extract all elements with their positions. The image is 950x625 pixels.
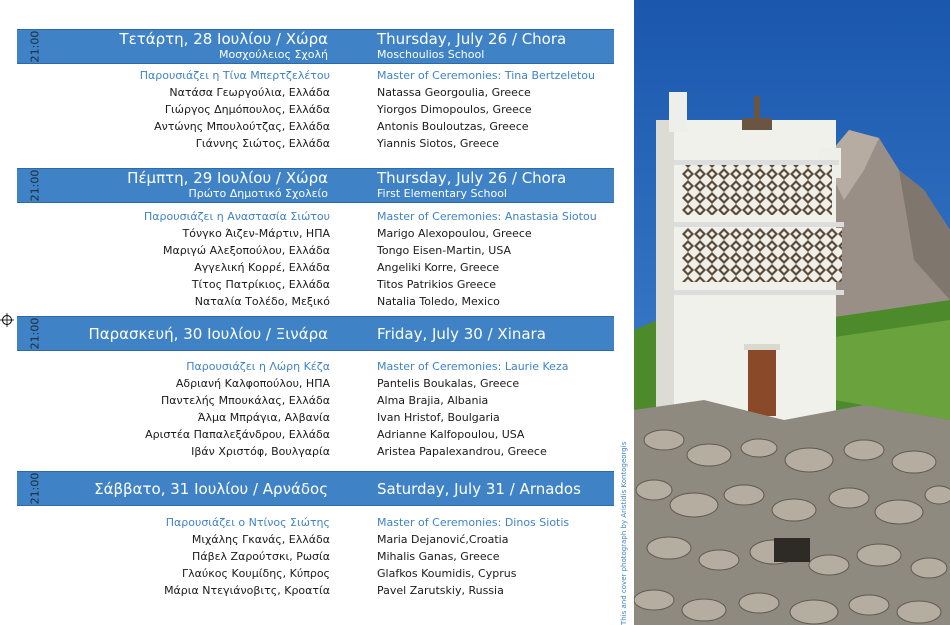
event-title-greek: Παρασκευή, 30 Ιουλίου / Ξινάρα <box>88 325 328 343</box>
poet: Αδριανή Καλφοπούλου, ΗΠΑ <box>175 377 330 390</box>
registration-mark-icon <box>0 313 14 327</box>
poet: Μάρια Ντεγιάνοβιτς, Κροατία <box>164 584 330 597</box>
dovecote-photo <box>634 0 950 625</box>
event-header-4 <box>17 471 614 506</box>
poet: Τίτος Πατρίκιος, Ελλάδα <box>191 278 330 291</box>
poet: Άλμα Μπράγια, Αλβανία <box>197 411 330 424</box>
poet: Ivan Hristof, Boulgaria <box>377 411 500 424</box>
event-title-english: Thursday, July 26 / Chora First Elementary School <box>377 169 567 200</box>
poet: Aristea Papalexandrou, Greece <box>377 445 547 458</box>
poet: Yiorgos Dimopoulos, Greece <box>377 103 532 116</box>
poet: Μιχάλης Γκανάς, Ελλάδα <box>191 533 330 546</box>
poet: Γλαύκος Κουμίδης, Κύπρος <box>182 567 330 580</box>
poet: Γιώργος Δημόπουλος, Ελλάδα <box>164 103 330 116</box>
poet: Γιάννης Σιώτος, Ελλάδα <box>195 137 330 150</box>
dovecote-illustration <box>634 0 950 625</box>
poet: Maria Dejanović,Croatia <box>377 533 509 546</box>
event-header-2 <box>17 168 614 203</box>
poets-greek-2 <box>144 208 330 310</box>
poet: Tongo Eisen-Martin, USA <box>377 244 512 257</box>
poet: Natassa Georgoulia, Greece <box>377 86 531 99</box>
poet: Angeliki Korre, Greece <box>377 261 500 274</box>
poets-greek-3 <box>145 358 330 460</box>
photo-credit: This and cover photograph by Aristidis Kontogeorgis <box>620 441 628 625</box>
mc-greek: Παρουσιάζει η Λώρη Κέζα <box>186 360 330 373</box>
poet: Αντώνης Μπουλούτζας, Ελλάδα <box>154 120 330 133</box>
poet: Marigo Alexopoulou, Greece <box>377 227 532 240</box>
mc-greek: Παρουσιάζει η Αναστασία Σιώτου <box>144 210 330 223</box>
poet: Παντελής Μπουκάλας, Ελλάδα <box>160 394 330 407</box>
poet: Glafkos Koumidis, Cyprus <box>377 567 517 580</box>
event-time: 21:00 <box>28 30 42 63</box>
poet: Alma Brajia, Albania <box>377 394 489 407</box>
event-header-1 <box>17 29 614 64</box>
poet: Ιβάν Χριστόφ, Βουλγαρία <box>191 445 330 458</box>
poet: Titos Patrikios Greece <box>377 278 497 291</box>
event-title-greek: Σάββατο, 31 Ιουλίου / Αρνάδος <box>94 480 328 498</box>
event-title-english: Friday, July 30 / Xinara <box>377 325 546 343</box>
poet: Pantelis Boukalas, Greece <box>377 377 520 390</box>
mc-english: Master of Ceremonies: Tina Bertzeletou <box>377 69 596 82</box>
poets-english-4 <box>377 514 569 599</box>
poets-greek-1 <box>140 67 330 152</box>
mc-english: Master of Ceremonies: Anastasia Siotou <box>377 210 597 223</box>
poet: Natalia Toledo, Mexico <box>377 295 500 308</box>
event-title-english: Thursday, July 26 / Chora Moschoulios School <box>377 30 567 61</box>
mc-english: Master of Ceremonies: Dinos Siotis <box>377 516 570 529</box>
event-time: 21:00 <box>28 472 42 505</box>
poet: Yiannis Siotos, Greece <box>377 137 500 150</box>
poets-english-2 <box>377 208 597 310</box>
event-time: 21:00 <box>28 317 42 350</box>
poet: Μαριγώ Αλεξοπούλου, Ελλάδα <box>162 244 330 257</box>
poet: Antonis Bouloutzas, Greece <box>377 120 529 133</box>
event-header-3 <box>17 316 614 351</box>
event-time: 21:00 <box>28 169 42 202</box>
mc-greek: Παρουσιάζει η Τίνα Μπερτζελέτου <box>139 69 330 82</box>
mc-english: Master of Ceremonies: Laurie Keza <box>377 360 569 373</box>
poet: Αριστέα Παπαλεξάνδρου, Ελλάδα <box>145 428 330 441</box>
poet: Τόνγκο Άιζεν-Μάρτιν, ΗΠΑ <box>182 227 330 240</box>
event-title-english: Saturday, July 31 / Arnados <box>377 480 581 498</box>
event-title-greek: Τετάρτη, 28 Ιουλίου / Χώρα Μοσχούλειος Σχολή <box>119 30 328 61</box>
poet: Pavel Zarutskiy, Russia <box>377 584 504 597</box>
poet: Adrianne Kalfopoulou, USA <box>377 428 525 441</box>
poets-greek-4 <box>164 514 330 599</box>
poet: Αγγελική Κορρέ, Ελλάδα <box>194 261 330 274</box>
event-title-greek: Πέμπτη, 29 Ιουλίου / Χώρα Πρώτο Δημοτικό Σχολείο <box>127 169 328 200</box>
poets-english-1 <box>377 67 595 152</box>
poet: Mihalis Ganas, Greece <box>377 550 500 563</box>
poet: Νατάσα Γεωργούλια, Ελλάδα <box>169 86 330 99</box>
mc-greek: Παρουσιάζει ο Ντίνος Σιώτης <box>165 516 330 529</box>
poet: Πάβελ Ζαρούτσκι, Ρωσία <box>192 550 330 563</box>
poet: Ναταλία Τολέδο, Μεξικό <box>194 295 330 308</box>
poets-english-3 <box>377 358 568 460</box>
